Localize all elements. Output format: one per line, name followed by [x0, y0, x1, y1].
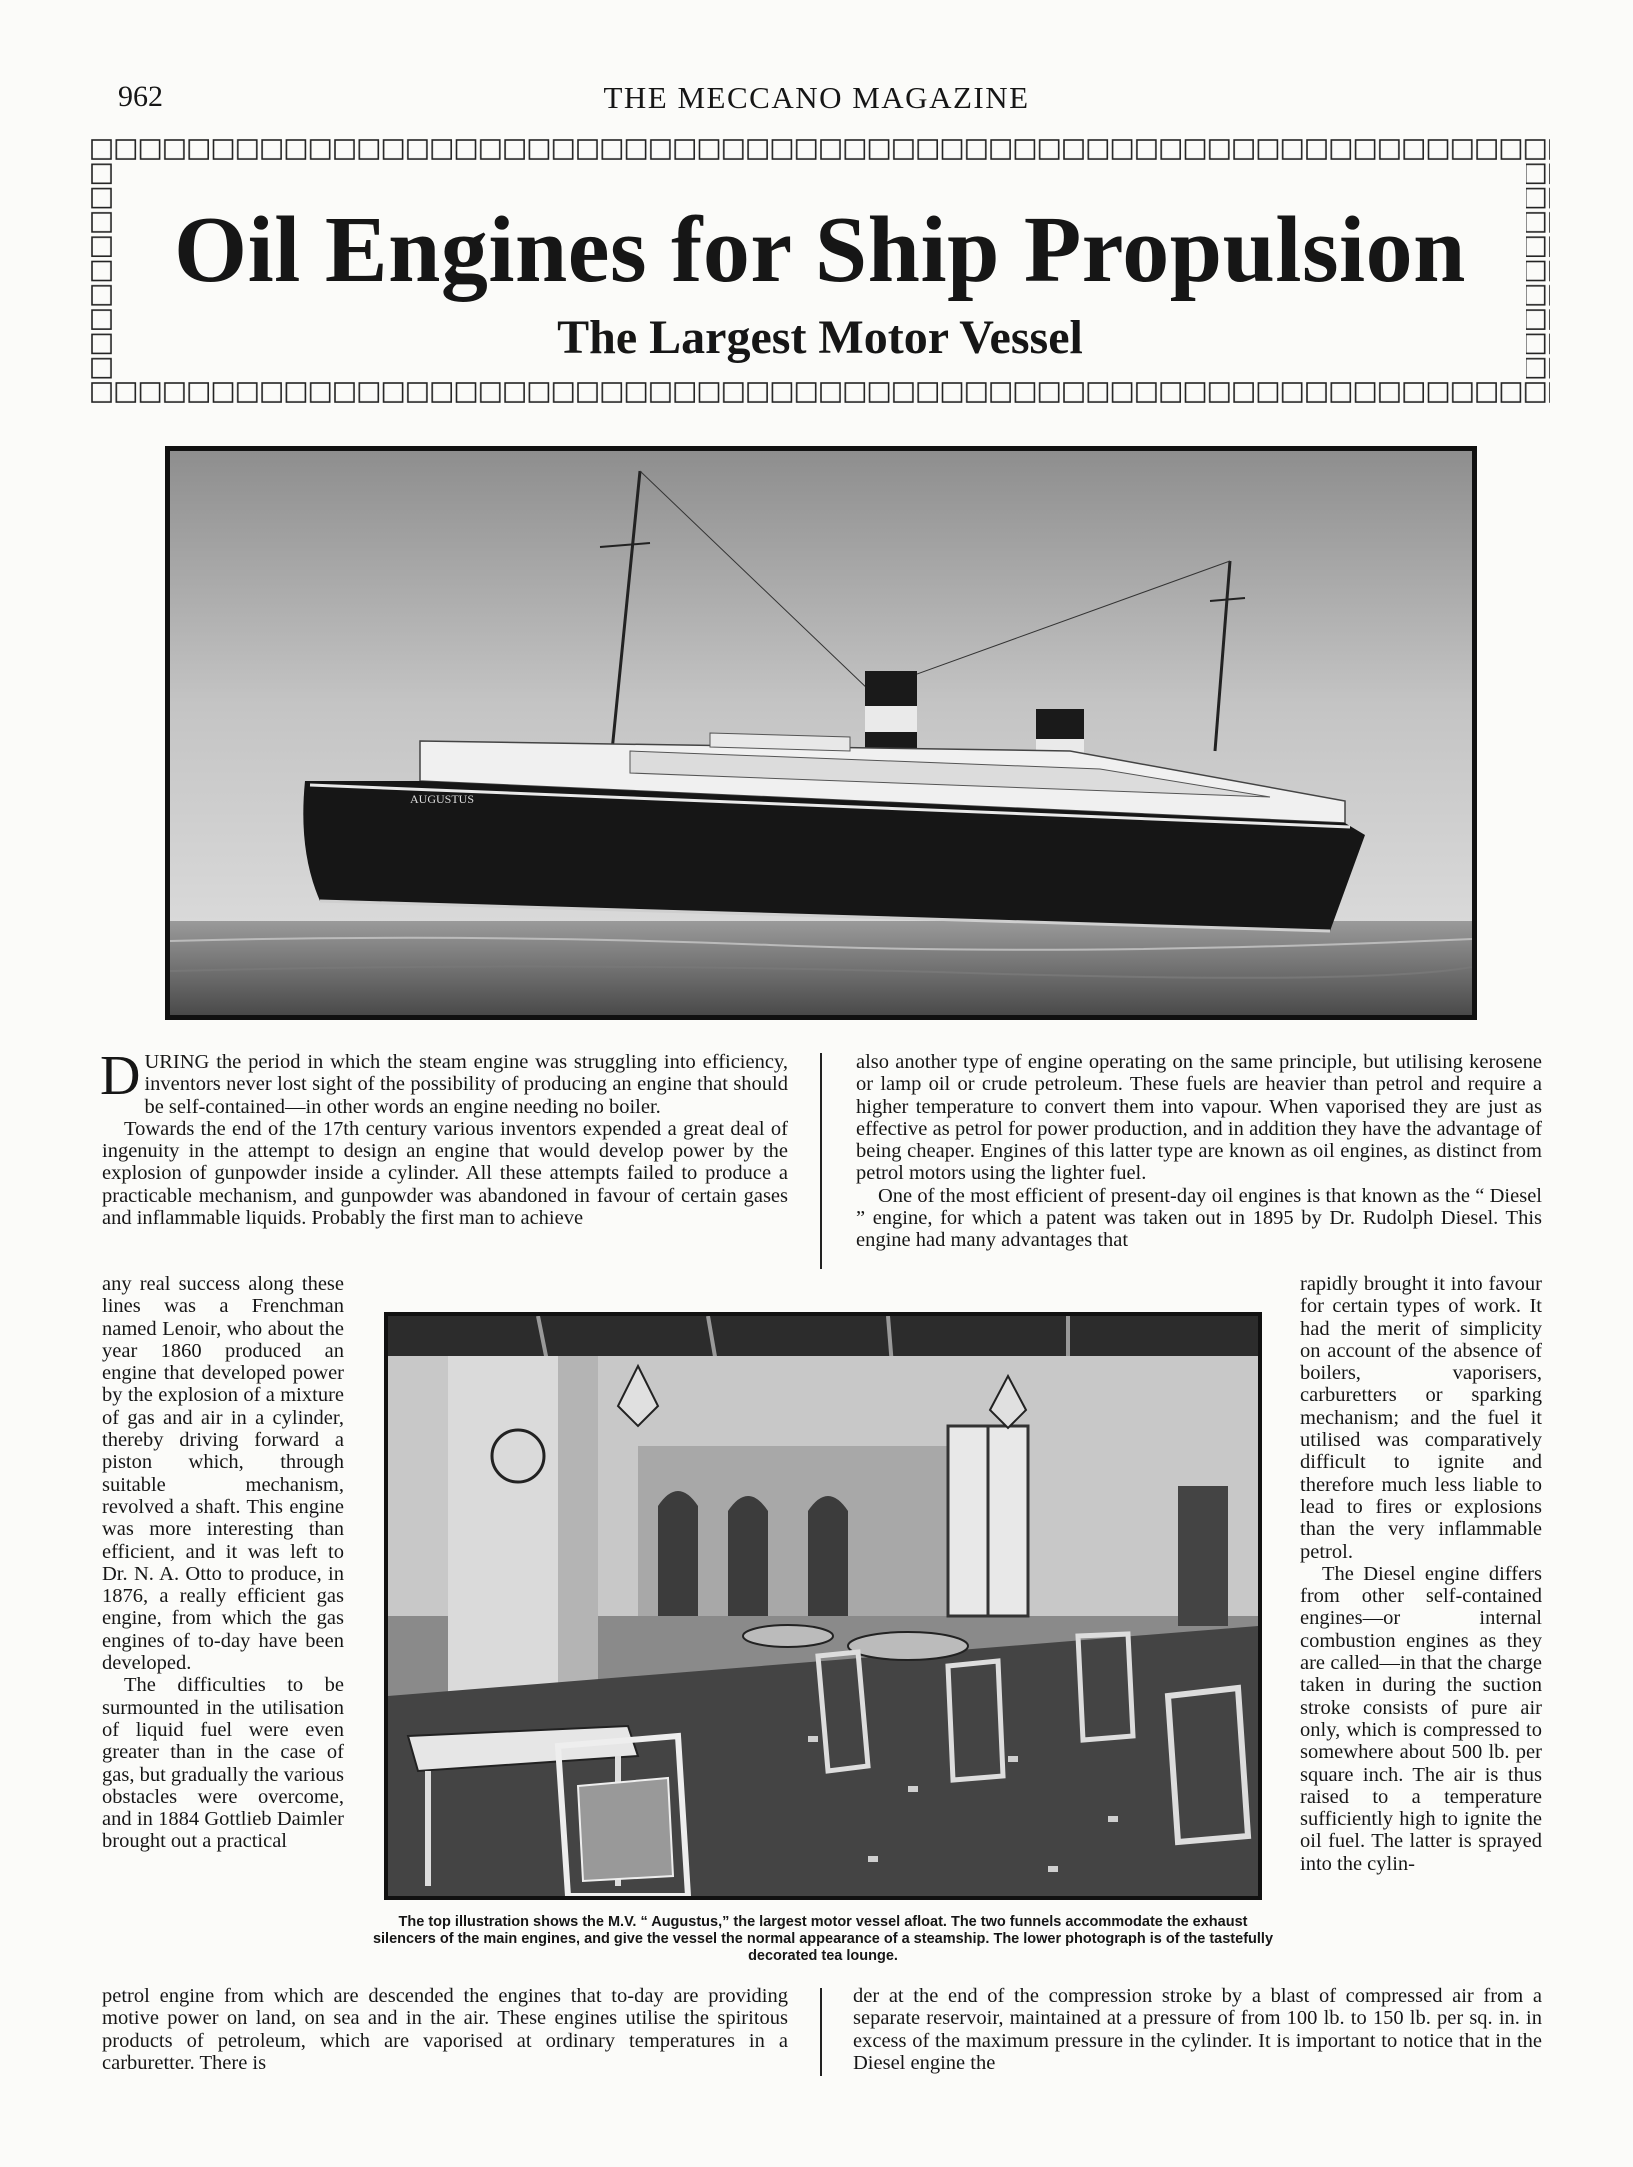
- text-column-left-upper: [100, 1045, 788, 1230]
- paragraph: One of the most efficient of present-day oil engines is that known as the “ Diesel ” engine, for which a patent was taken out in 1895 by Dr. Rudolph Diesel. This engine had many advantages that: [856, 1184, 1542, 1252]
- paragraph: DURING the period in which the steam engine was struggling into efficiency, inventors never lost sight of the possibility of producing an engine that should be self-contained—in other words an engine needing no boiler.: [100, 1045, 788, 1118]
- paragraph: also another type of engine operating on the same principle, but utilising kerosene or lamp oil or crude petroleum. These fuels are heavier than petrol and require a higher temperature to convert them into vapour. When vaporised they are just as effective as petrol for power production, and in addition they have the advantage of being cheaper. Engines of this latter type are known as oil engines, as distinct from petrol motors using the lighter fuel.: [856, 1051, 1542, 1185]
- photo-caption: The top illustration shows the M.V. “ Augustus,” the largest motor vessel afloat. The two funnels accommodate the exhaust silencers of the main engines, and give the vessel the normal appearance of a steamship. The lower photograph is of the tastefully decorated tea lounge.: [372, 1914, 1274, 1964]
- paragraph: rapidly brought it into favour for certain types of work. It had the merit of simplicity on account of the absence of boilers, vaporisers, carburetters or sparking mechanism; and the fuel it utilised was comparatively difficult to ignite and therefore much less liable to lead to fires or explosions than the very inflammable petrol.: [1300, 1273, 1542, 1563]
- tea-lounge-photograph: [384, 1312, 1262, 1900]
- text-column-right-narrow: [1300, 1273, 1542, 1875]
- column-rule: [820, 1988, 822, 2076]
- paragraph: Towards the end of the 17th century various inventors expended a great deal of ingenuity in the attempt to design an engine that would develop power by the explosion of gunpowder inside a cylinder. All these attempts failed to produce a practicable mechanism, and gunpowder was abandoned in favour of certain gases and inflammable liquids. Probably the first man to achieve: [102, 1117, 788, 1230]
- drop-cap: D: [100, 1045, 141, 1107]
- page-number: 962: [118, 80, 163, 113]
- motor-vessel-image: [170, 451, 1472, 1015]
- text-column-left-bottom: [102, 1985, 788, 2074]
- text-column-left-narrow: [102, 1273, 344, 1853]
- paragraph: der at the end of the compression stroke by a blast of compressed air from a separate reservoir, maintained at a pressure of from 100 lb. to 150 lb. per sq. in. in excess of the maximum pressure in the cylinder. It is important to notice that in the Diesel engine the: [853, 1985, 1542, 2074]
- ship-photograph: [165, 446, 1477, 1020]
- paragraph: The difficulties to be surmounted in the utilisation of liquid fuel were even greater than in the case of gas, but gradually the various obstacles were overcome, and in 1884 Gottlieb Daimler brought out a practical: [102, 1674, 344, 1853]
- text-column-right-upper: [856, 1051, 1542, 1252]
- tea-lounge-image: [388, 1316, 1258, 1896]
- hull-name-text: AUGUSTUS: [410, 792, 475, 806]
- paragraph: any real success along these lines was a Frenchman named Lenoir, who about the year 1860 produced an engine that developed power by the explosion of a mixture of gas and air in a cylinder, thereby driving forward a piston which, through suitable mechanism, revolved a shaft. This engine was more interesting than efficient, and it was left to Dr. N. A. Otto to produce, in 1876, a really efficient gas engine, from which the gas engines of to-day have been developed.: [102, 1273, 344, 1675]
- paragraph: petrol engine from which are descended the engines that to-day are providing motive power on land, on sea and in the air. These engines utilise the spiritous products of petroleum, which are vaporised at ordinary temperatures in a carburetter. There is: [102, 1985, 788, 2074]
- article-subtitle: The Largest Motor Vessel: [557, 311, 1083, 364]
- paragraph: The Diesel engine differs from other self-contained engines—or internal combustion engines as they are called—in that the charge taken in during the suction stroke consists of pure air only, which is compressed to somewhere about 500 lb. per square inch. The air is thus raised to a temperature sufficiently high to ignite the oil fuel. The latter is sprayed into the cylin-: [1300, 1562, 1542, 1875]
- text-column-right-bottom: [853, 1985, 1542, 2074]
- article-title: Oil Engines for Ship Propulsion: [174, 198, 1466, 302]
- column-rule: [820, 1053, 822, 1269]
- running-header: THE MECCANO MAGAZINE: [603, 80, 1030, 115]
